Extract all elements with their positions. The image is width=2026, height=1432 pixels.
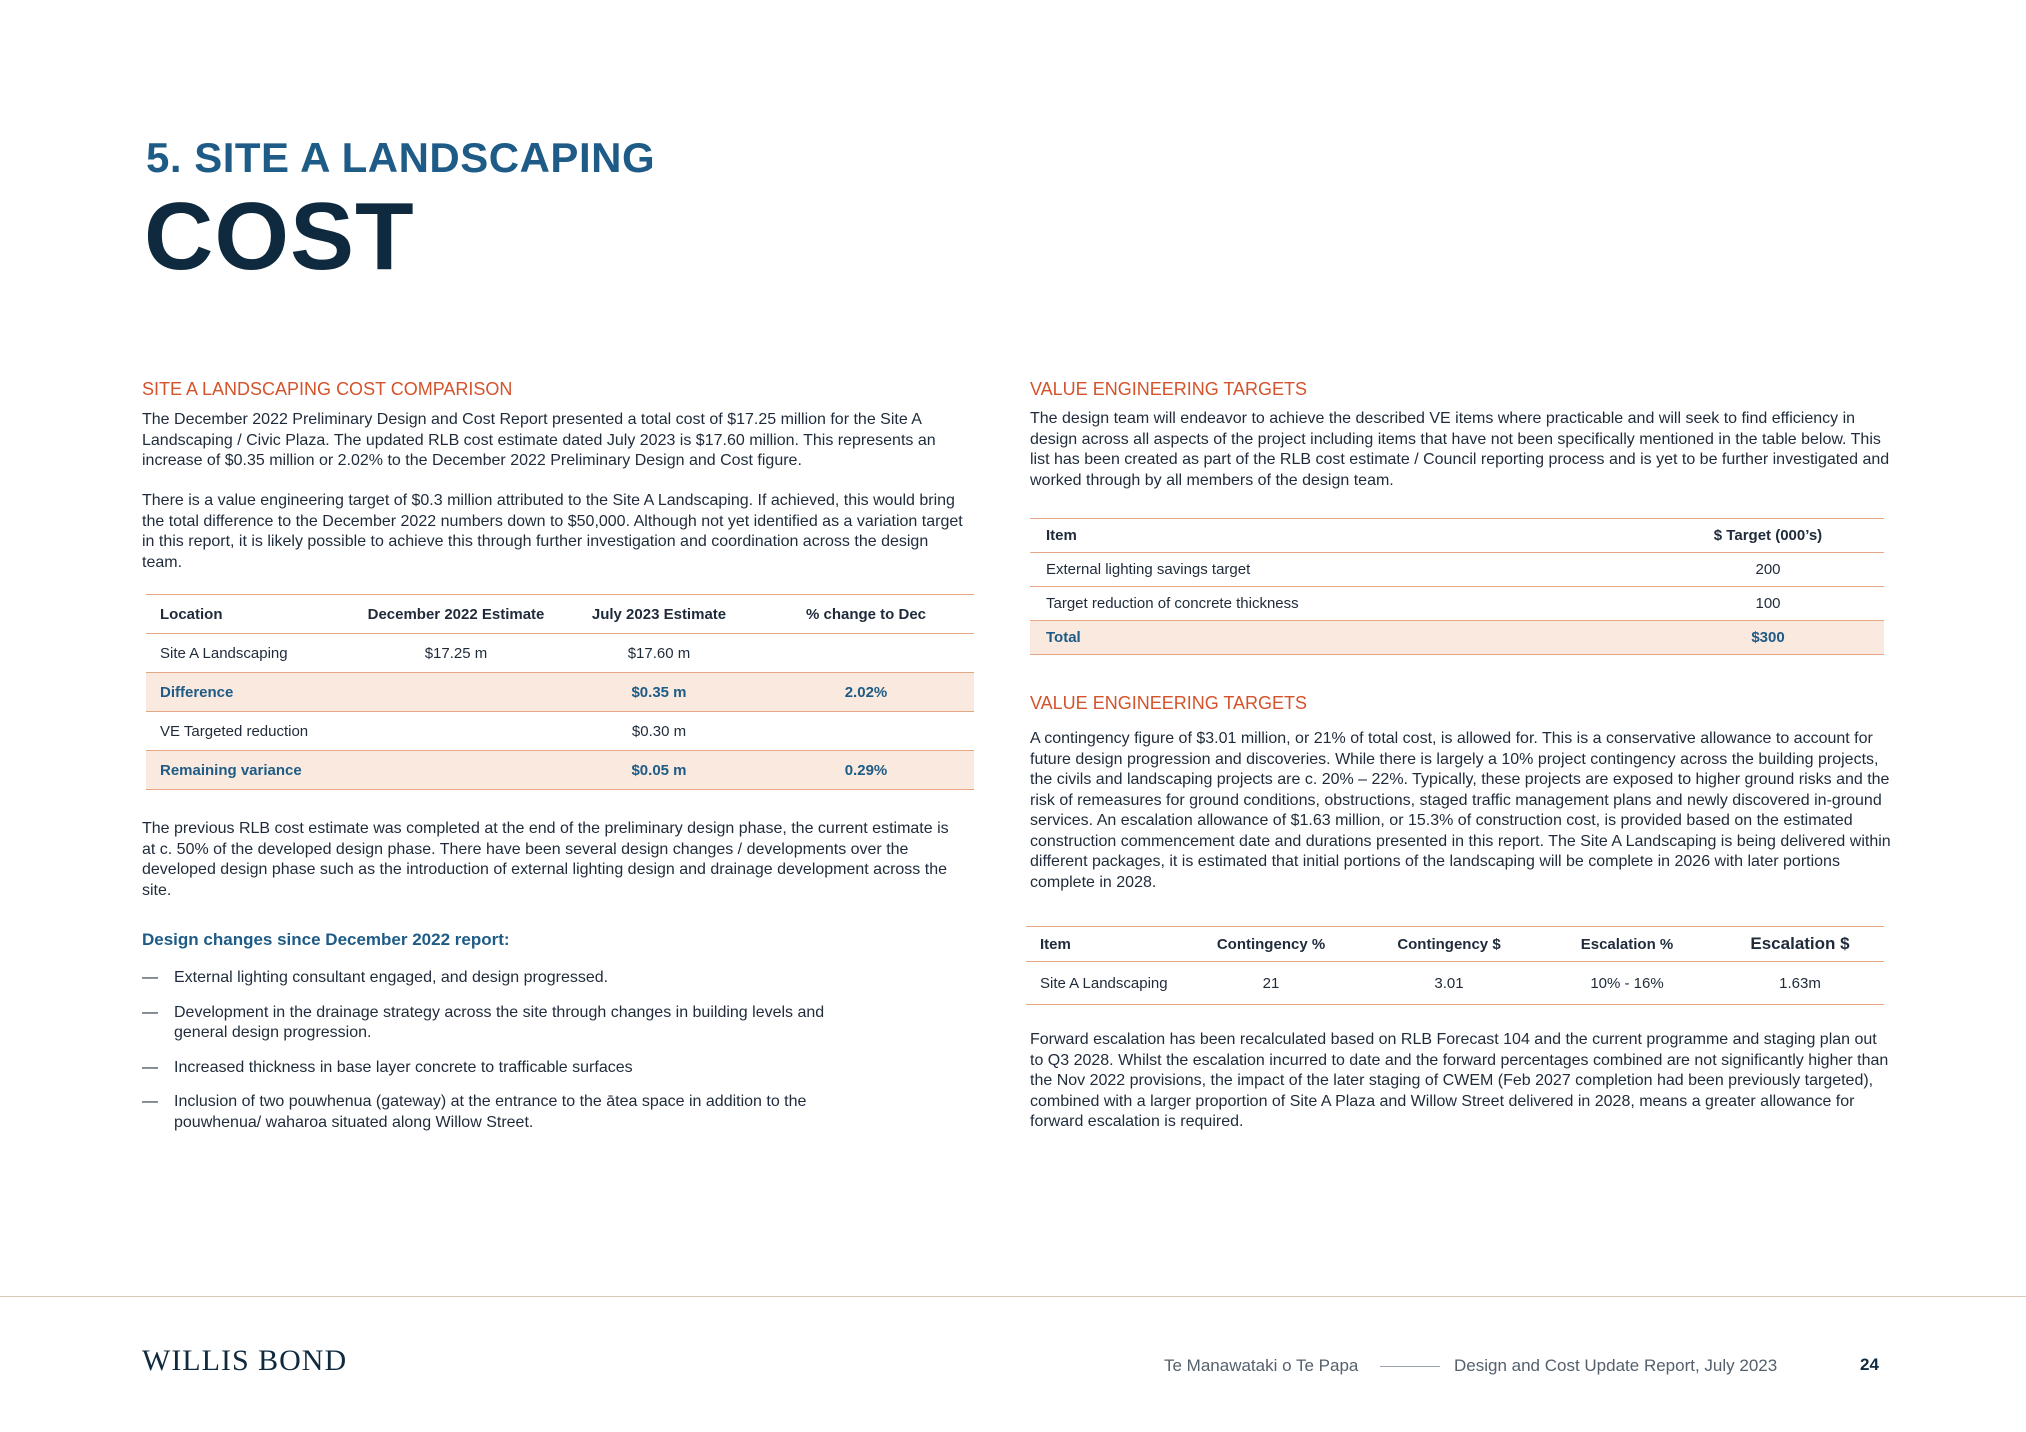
table-row: [1026, 962, 1884, 1005]
cost-comparison-heading: SITE A LANDSCAPING COST COMPARISON: [142, 379, 513, 399]
contingency-heading: VALUE ENGINEERING TARGETS: [1030, 693, 1308, 713]
table-cell: $17.60 m: [560, 634, 758, 673]
column-header: Item: [1030, 519, 1652, 553]
section-number: 5. SITE A LANDSCAPING: [146, 134, 656, 181]
table-row-total: [1030, 621, 1884, 655]
cost-comparison-table: [146, 594, 974, 790]
footer-report-title: Design and Cost Update Report, July 2023: [1454, 1356, 1778, 1375]
table-cell: $0.30 m: [560, 712, 758, 751]
table-header-row: [1030, 519, 1884, 553]
table-cell: Total: [1030, 621, 1652, 655]
table-cell: Target reduction of concrete thickness: [1030, 587, 1652, 621]
table-row: [1030, 587, 1884, 621]
design-changes-list: [142, 968, 862, 1147]
footer-divider: [0, 1296, 2026, 1297]
willis-bond-logo: WILLIS BOND: [142, 1344, 348, 1377]
table-cell: [352, 673, 560, 712]
table-cell: $0.35 m: [560, 673, 758, 712]
comparison-paragraph-3: The previous RLB cost estimate was completed at the end of the preliminary design phase, the current estimate is at c. 50% of the developed design phase. There have been several design changes / developments over the developed design phase such as the introduction of external lighting design and drainage development across the site.: [142, 820, 949, 899]
column-header: Contingency %: [1182, 927, 1360, 962]
column-header: Escalation $: [1716, 927, 1884, 962]
ve-targets-heading: VALUE ENGINEERING TARGETS: [1030, 379, 1308, 399]
list-item-text: Increased thickness in base layer concrete to trafficable surfaces: [174, 1058, 633, 1076]
column-header: Contingency $: [1360, 927, 1538, 962]
table-cell: Site A Landscaping: [146, 634, 352, 673]
table-cell: VE Targeted reduction: [146, 712, 352, 751]
ve-targets-table: [1030, 518, 1884, 655]
table-cell: Site A Landscaping: [1026, 962, 1182, 1005]
escalation-paragraph: Forward escalation has been recalculated based on RLB Forecast 104 and the current programme and staging plan out to Q3 2028. Whilst the escalation incurred to date and the forward percentages combined are not significantly higher than the Nov 2022 provisions, the impact of the later staging of CWEM (Feb 2027 completion had been previously targeted), combined with a larger proportion of Site A Plaza and Willow Street delivered in 2028, means a greater allowance for forward escalation is required.: [1030, 1031, 1889, 1130]
footer-rule: [1380, 1366, 1440, 1367]
table-cell: 2.02%: [758, 673, 974, 712]
table-cell: 1.63m: [1716, 962, 1884, 1005]
dash-bullet: —: [142, 1093, 158, 1110]
table-cell: Difference: [146, 673, 352, 712]
list-item-text: Inclusion of two pouwhenua (gateway) at the entrance to the ātea space in addition to the pouwhenua/ waharoa situated along Willow Street.: [174, 1093, 807, 1131]
contingency-paragraph: A contingency figure of $3.01 million, or 21% of total cost, is allowed for. This is a conservative allowance to account for future design progression and discoveries. While there is largely a 10% project contingency across the building projects, the civils and landscaping projects are c. 20% – 22%. Typically, these projects are exposed to higher ground risks and the risk of remeasures for ground conditions, obstructions, staged traffic management plans and newly discovered in-ground services. An escalation allowance of $1.63 million, or 15.3% of construction cost, is provided based on the estimated construction commencement date and durations presented in this report. The Site A Landscaping is being delivered within different packages, it is estimated that initial portions of the landscaping will be complete in 2026 with later portions complete in 2028.: [1030, 730, 1891, 891]
table-cell: Remaining variance: [146, 751, 352, 790]
table-cell: 200: [1652, 553, 1884, 587]
design-changes-heading: Design changes since December 2022 report:: [142, 930, 510, 949]
table-cell: 100: [1652, 587, 1884, 621]
column-header: % change to Dec: [758, 595, 974, 634]
footer-project-name: Te Manawataki o Te Papa: [1164, 1356, 1359, 1375]
comparison-paragraph-1: The December 2022 Preliminary Design and Cost Report presented a total cost of $17.25 million for the Site A Landscaping / Civic Plaza. The updated RLB cost estimate dated July 2023 is $17.60 million. This represents an increase of $0.35 million or 2.02% to the December 2022 Preliminary Design and Cost figure.: [142, 411, 936, 469]
table-header-row: [1026, 927, 1884, 962]
column-header: Item: [1026, 927, 1182, 962]
page-number: 24: [1860, 1355, 1879, 1374]
column-header: Location: [146, 595, 352, 634]
column-header: July 2023 Estimate: [560, 595, 758, 634]
table-row-highlight: [146, 751, 974, 790]
dash-bullet: —: [142, 1003, 158, 1021]
table-cell: [352, 751, 560, 790]
list-item: [142, 1003, 862, 1044]
table-row: [146, 712, 974, 751]
column-header: December 2022 Estimate: [352, 595, 560, 634]
table-header-row: [146, 595, 974, 634]
list-item: [142, 968, 862, 989]
ve-paragraph: The design team will endeavor to achieve the described VE items where practicable and will seek to find efficiency in design across all aspects of the project including items that have not been specifically mentioned in the table below. This list has been created as part of the RLB cost estimate / Council reporting process and is yet to be further investigated and worked through by all members of the design team.: [1030, 410, 1890, 489]
table-cell: 3.01: [1360, 962, 1538, 1005]
table-row: [146, 634, 974, 673]
dash-bullet: —: [142, 1058, 158, 1076]
column-header: Escalation %: [1538, 927, 1716, 962]
table-cell: $17.25 m: [352, 634, 560, 673]
comparison-paragraph-2: There is a value engineering target of $0.3 million attributed to the Site A Landscaping. If achieved, this would bring the total difference to the December 2022 numbers down to $50,000. Although not yet identified as a variation target in this report, it is likely possible to achieve this through further investigation and coordination across the design team.: [142, 492, 963, 571]
table-cell: [352, 712, 560, 751]
table-row: [1030, 553, 1884, 587]
table-cell: 21: [1182, 962, 1360, 1005]
table-cell: $0.05 m: [560, 751, 758, 790]
table-cell: 10% - 16%: [1538, 962, 1716, 1005]
table-cell: [758, 634, 974, 673]
table-cell: 0.29%: [758, 751, 974, 790]
list-item-text: External lighting consultant engaged, and design progressed.: [174, 969, 609, 986]
table-cell: [758, 712, 974, 751]
list-item-text: Development in the drainage strategy across the site through changes in building levels and general design progression.: [174, 1003, 825, 1041]
column-header: $ Target (000’s): [1652, 519, 1884, 553]
dash-bullet: —: [142, 969, 158, 986]
list-item: [142, 1058, 862, 1079]
list-item: [142, 1092, 862, 1133]
page-title: COST: [144, 183, 415, 290]
table-row-highlight: [146, 673, 974, 712]
table-cell: External lighting savings target: [1030, 553, 1652, 587]
contingency-table: [1026, 926, 1884, 1005]
table-cell: $300: [1652, 621, 1884, 655]
